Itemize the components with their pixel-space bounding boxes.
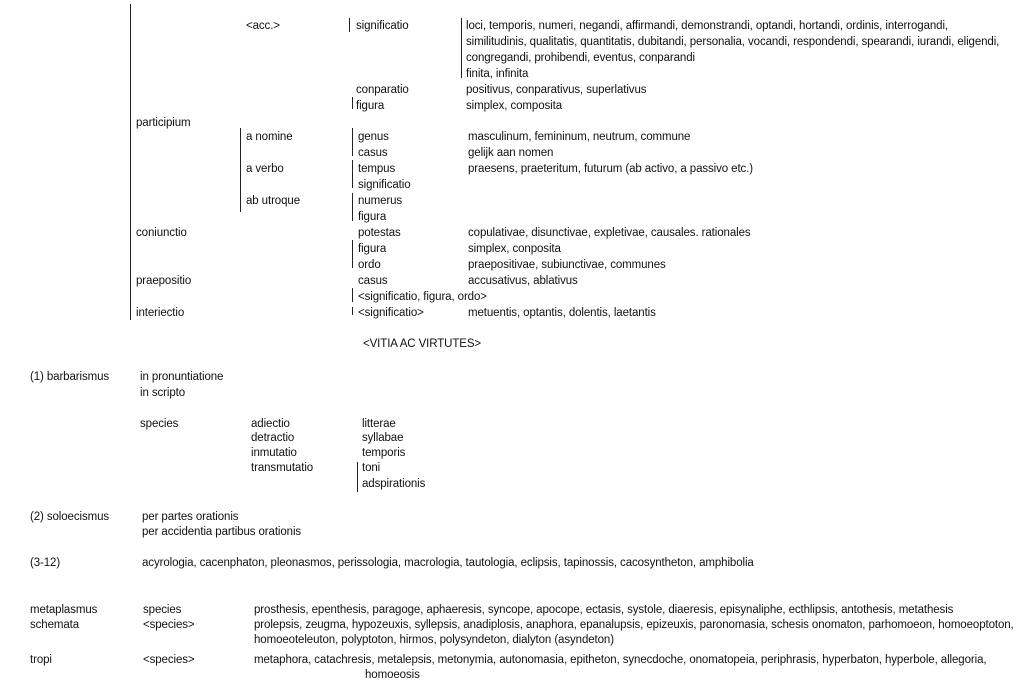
casus-value: gelijk aan nomen [468, 147, 554, 159]
participium-bracket-line [240, 128, 241, 212]
schemata-line-2: homoeoteleuton, polyptoton, hirmos, polysyndeton, dialyton (asyndeton) [254, 634, 614, 646]
conparatio-label: conparatio [356, 84, 409, 96]
obj-litterae: litterae [362, 418, 396, 430]
interiectio-label: interiectio [136, 307, 185, 319]
genus-bracket-line [352, 128, 353, 156]
barbarismus-label: (1) barbarismus [30, 371, 110, 383]
significatio-line-3: congregandi, prohibendi, eventus, conparandi [466, 52, 695, 64]
significatio-bracket-line [349, 18, 350, 32]
ordo-value: praepositivae, subiunctivae, communes [468, 259, 666, 271]
significatio-label: significatio [356, 20, 409, 32]
tropi-label: tropi [30, 654, 52, 666]
figura3-value: simplex, conposita [468, 243, 561, 255]
a-nomine-label: a nomine [246, 131, 293, 143]
figura-ordo-bracket-line [352, 240, 353, 268]
casus-label: casus [358, 147, 388, 159]
in-scripto: in scripto [140, 387, 186, 399]
interiectio-value: metuentis, optantis, dolentis, laetantis [468, 307, 656, 319]
significatio-line-2: similitudinis, qualitatis, quantitatis, dubitandi, personalia, vocandi, respondendi, spearandi, iurandi, eligendi, [466, 36, 1000, 48]
vitia-heading: <VITIA AC VIRTUTES> [363, 338, 482, 350]
obj-temporis: temporis [362, 447, 406, 459]
significatio2-label: significatio [358, 179, 411, 191]
genus-value: masculinum, femininum, neutrum, commune [468, 131, 691, 143]
op-inmutatio: inmutatio [251, 447, 297, 459]
obj-toni: toni [362, 462, 381, 474]
praepositio-bracket-line [352, 288, 353, 302]
soloecismus-line-1: per partes orationis [142, 511, 239, 523]
interiectio-significatio: <significatio> [358, 307, 424, 319]
op-detractio: detractio [251, 432, 295, 444]
soloecismus-label: (2) soloecismus [30, 511, 110, 523]
main-bracket-line [130, 4, 131, 320]
figura3-label: figura [358, 243, 387, 255]
range-label: (3-12) [30, 557, 61, 569]
figura-label: figura [356, 100, 385, 112]
significatio-line-4: finita, infinita [466, 68, 529, 80]
range-value: acyrologia, cacenphaton, pleonasmos, perissologia, macrologia, tautologia, eclipsis, tapinossis, cacosyntheton, amphibolia [142, 557, 754, 569]
casus2-label: casus [358, 275, 388, 287]
barbarismus-species: species [140, 418, 179, 430]
tropi-line-1: metaphora, catachresis, metalepsis, metonymia, autonomasia, epitheton, synecdoche, onomatopeia, periphrasis, hyperbaton, hyperbole, allegoria, [254, 654, 987, 666]
interiectio-bracket-line [352, 307, 353, 315]
tropi-sub: <species> [143, 654, 195, 666]
acc-label: <acc.> [246, 20, 280, 32]
op-adiectio: adiectio [251, 418, 290, 430]
schemata-sub: <species> [143, 619, 195, 631]
ab-utroque-label: ab utroque [246, 195, 300, 207]
obj-syllabae: syllabae [362, 432, 404, 444]
figura-bracket-line [352, 97, 353, 109]
schemata-label: schemata [30, 619, 80, 631]
obj-adspirationis: adspirationis [362, 478, 426, 490]
potestas-label: potestas [358, 227, 401, 239]
significatio-line-1: loci, temporis, numeri, negandi, affirmandi, demonstrandi, optandi, hortandi, ordinis, interrogandi, [466, 20, 949, 32]
tropi-line-2: homoeosis [365, 669, 420, 681]
numerus-bracket-line [352, 193, 353, 221]
conparatio-value: positivus, conparativus, superlativus [466, 84, 647, 96]
praepositio-extra: <significatio, figura, ordo> [358, 291, 487, 303]
toni-bracket-line [357, 462, 358, 492]
coniunctio-label: coniunctio [136, 227, 187, 239]
figura2-label: figura [358, 211, 387, 223]
tempus-label: tempus [358, 163, 396, 175]
metaplasmus-label: metaplasmus [30, 604, 98, 616]
tempus-bracket-line [352, 160, 353, 188]
op-transmutatio: transmutatio [251, 462, 314, 474]
metaplasmus-sub: species [143, 604, 182, 616]
significatio-values-bracket-line [461, 18, 462, 78]
soloecismus-line-2: per accidentia partibus orationis [142, 526, 302, 538]
genus-label: genus [358, 131, 389, 143]
ordo-label: ordo [358, 259, 381, 271]
potestas-value: copulativae, disunctivae, expletivae, causales. rationales [468, 227, 751, 239]
in-pronuntiatione: in pronuntiatione [140, 371, 224, 383]
metaplasmus-value: prosthesis, epenthesis, paragoge, aphaeresis, syncope, apocope, ectasis, systole, diaeresis, episynaliphe, ecthlipsis, antothesis, metathesis [254, 604, 954, 616]
praepositio-label: praepositio [136, 275, 192, 287]
participium-label: participium [136, 117, 191, 129]
numerus-label: numerus [358, 195, 403, 207]
casus2-value: accusativus, ablativus [468, 275, 578, 287]
a-verbo-label: a verbo [246, 163, 284, 175]
tempus-value: praesens, praeteritum, futurum (ab activo, a passivo etc.) [468, 163, 754, 175]
schemata-line-1: prolepsis, zeugma, hypozeuxis, syllepsis, anadiplosis, anaphora, epanalupsis, epizeuxis, paronomasia, schesis onomaton, parhomoeon, homoeoptoton, [254, 619, 1014, 631]
figura-value: simplex, composita [466, 100, 562, 112]
